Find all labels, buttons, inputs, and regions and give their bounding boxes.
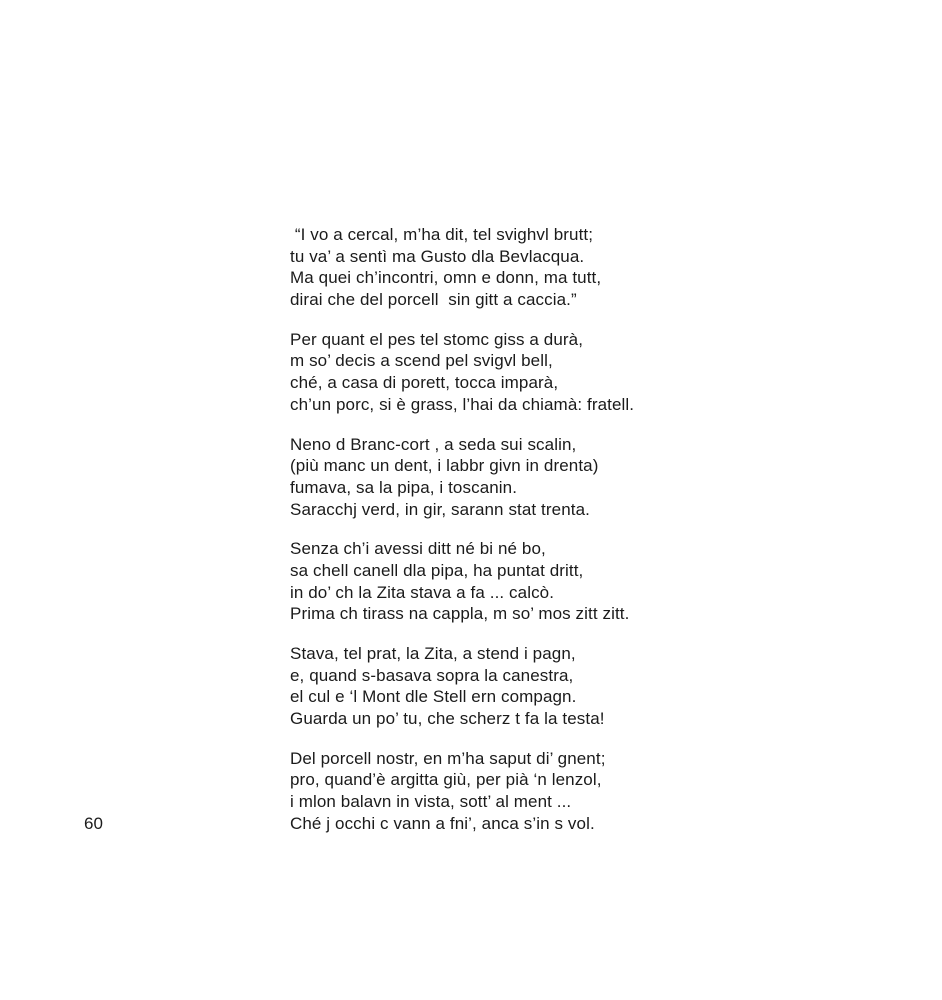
poem-line: in do’ ch la Zita stava a fa ... calcò. xyxy=(290,582,555,602)
poem-line: ch’un porc, si è grass, l’hai da chiamà: fratell. xyxy=(290,394,635,414)
poem-line: sa chell canell dla pipa, ha puntat dritt, xyxy=(290,560,584,580)
stanza xyxy=(290,434,634,521)
poem-line: Stava, tel prat, la Zita, a stend i pagn, xyxy=(290,644,576,663)
stanza xyxy=(290,224,634,311)
stanza xyxy=(290,748,634,835)
poem-line: Ma quei ch’incontri, omn e donn, ma tutt, xyxy=(290,268,602,288)
poem-line: Saracchj verd, in gir, sarann stat trenta. xyxy=(290,499,590,519)
poem-line: Guarda un po’ tu, che scherz t fa la testa! xyxy=(290,709,605,729)
poem-text xyxy=(290,224,634,853)
poem-line: Senza ch’i avessi ditt né bi né bo, xyxy=(290,539,546,559)
poem-line: pro, quand’è argitta giù, per pià ‘n lenzol, xyxy=(290,770,602,790)
stanza xyxy=(290,329,634,416)
poem-line: Prima ch tirass na cappla, m so’ mos zitt zitt. xyxy=(290,604,630,624)
poem-line: dirai che del porcell sin gitt a caccia.” xyxy=(290,290,577,310)
poem-line: Del porcell nostr, en m’ha saput di’ gnent; xyxy=(290,748,606,768)
stanza xyxy=(290,643,634,730)
poem-line: tu va’ a sentì ma Gusto dla Bevlacqua. xyxy=(290,246,585,266)
poem-line: Ché j occhi c vann a fni’, anca s’in s vol. xyxy=(290,813,595,833)
poem-line: fumava, sa la pipa, i toscanin. xyxy=(290,477,518,497)
poem-line: el cul e ‘l Mont dle Stell ern compagn. xyxy=(290,687,577,707)
poem-line: m so’ decis a scend pel svigvl bell, xyxy=(290,351,553,371)
poem-line: i mlon balavn in vista, sott’ al ment ... xyxy=(290,792,572,812)
poem-line: e, quand s-basava sopra la canestra, xyxy=(290,665,574,685)
poem-line: (più manc un dent, i labbr givn in drenta) xyxy=(290,456,599,476)
poem-line: Neno d Branc-cort , a seda sui scalin, xyxy=(290,434,577,454)
stanza xyxy=(290,538,634,625)
poem-line: “I vo a cercal, m’ha dit, tel svighvl brutt; xyxy=(290,225,594,244)
poem-line: Per quant el pes tel stomc giss a durà, xyxy=(290,329,584,349)
poem-line: ché, a casa di porett, tocca imparà, xyxy=(290,373,559,393)
page-number: 60 xyxy=(84,814,103,833)
